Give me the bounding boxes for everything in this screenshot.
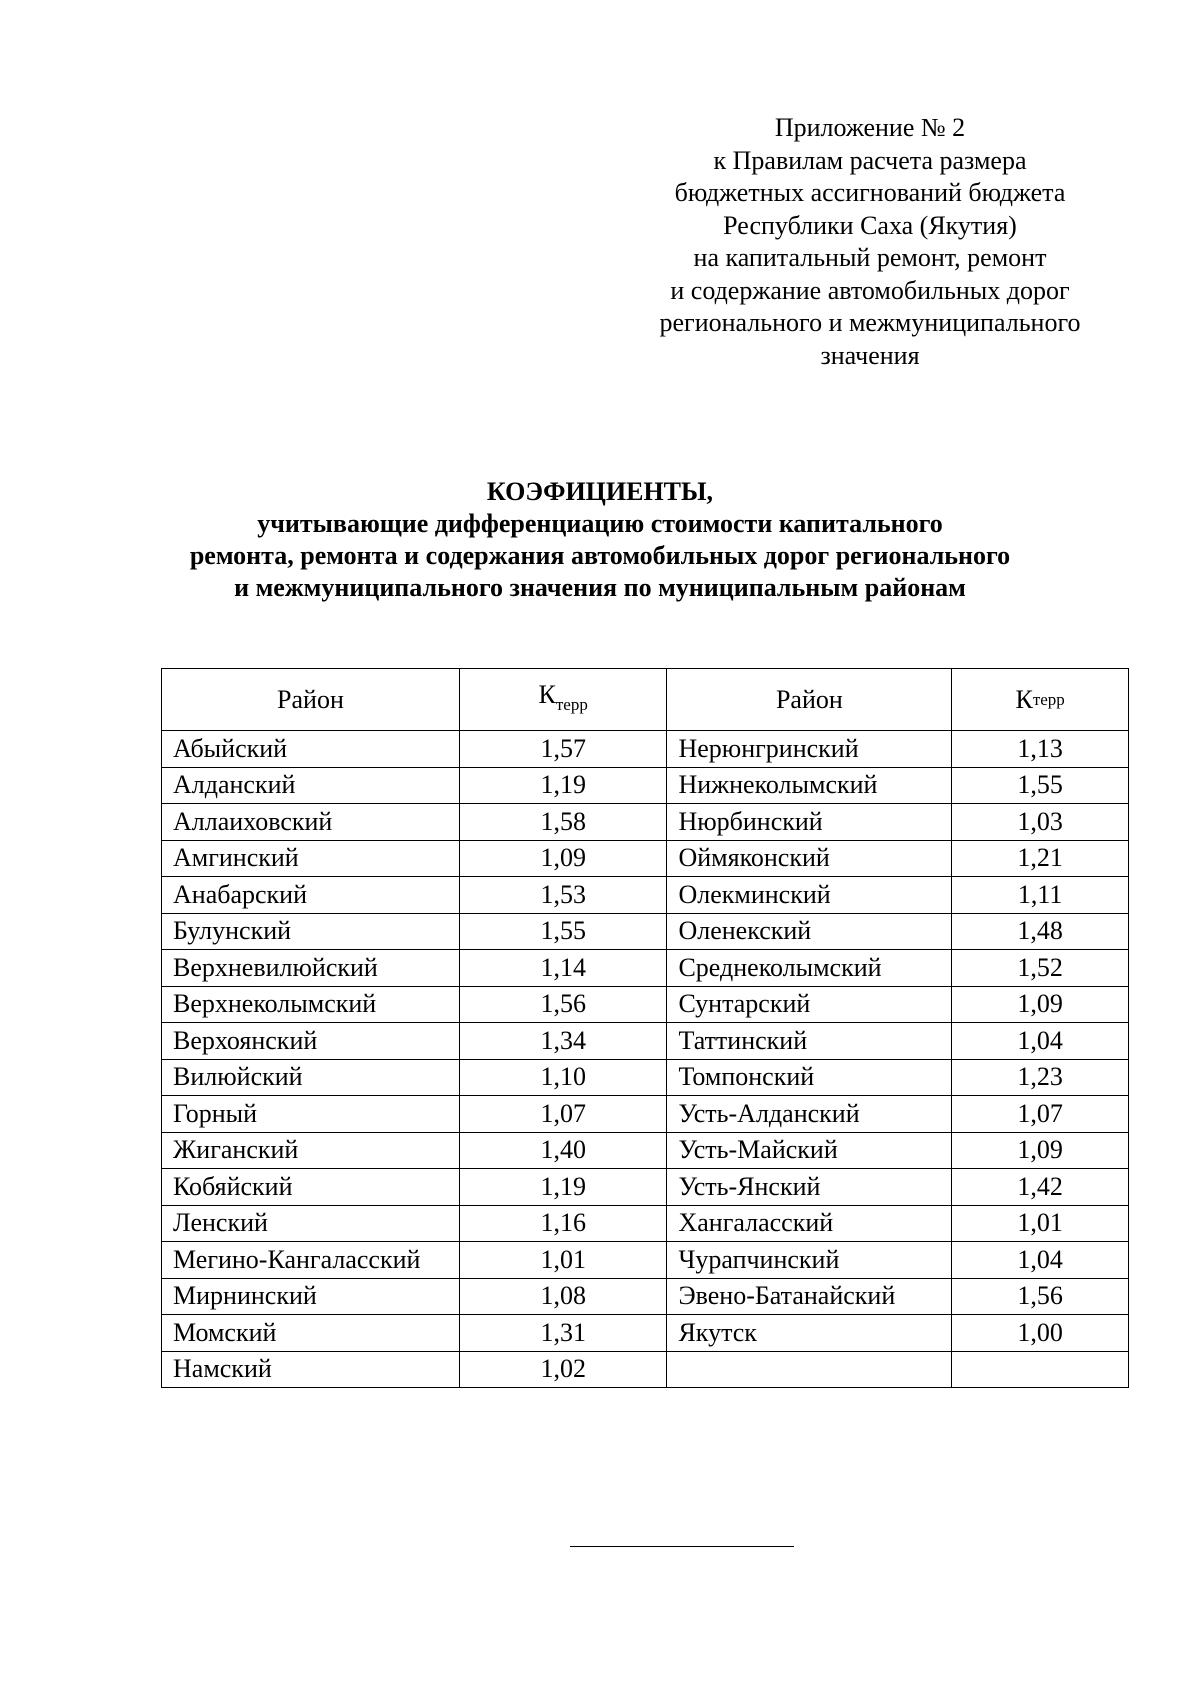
coefficient-left: 1,57 — [459, 731, 667, 768]
district-name-right: Нюрбинский — [667, 804, 952, 841]
district-name-right: Нижнеколымский — [667, 767, 952, 804]
table-row — [162, 913, 1129, 950]
table-row — [162, 1096, 1129, 1133]
appendix-line: регионального и межмуниципального — [659, 308, 1081, 337]
district-name-left: Булунский — [162, 913, 460, 950]
heading-line: и межмуниципального значения по муниципальным районам — [234, 573, 966, 602]
district-name-left: Кобяйский — [162, 1169, 460, 1206]
table-row — [162, 877, 1129, 914]
district-name-right: Якутск — [667, 1315, 952, 1352]
k-symbol: К — [538, 679, 556, 709]
coefficient-left: 1,02 — [459, 1351, 667, 1388]
coefficient-right: 1,09 — [952, 1132, 1129, 1169]
district-name-right: Сунтарский — [667, 986, 952, 1023]
coefficient-left: 1,55 — [459, 913, 667, 950]
coefficient-left: 1,58 — [459, 804, 667, 841]
heading-title: КОЭФИЦИЕНТЫ, — [486, 477, 714, 506]
table-row — [162, 767, 1129, 804]
district-name-right: Усть-Янский — [667, 1169, 952, 1206]
coefficient-right: 1,52 — [952, 950, 1129, 987]
coefficient-left: 1,31 — [459, 1315, 667, 1352]
district-name-left: Жиганский — [162, 1132, 460, 1169]
table-row — [162, 950, 1129, 987]
coefficient-right: 1,56 — [952, 1278, 1129, 1315]
coefficient-right: 1,01 — [952, 1205, 1129, 1242]
district-name-left: Мирнинский — [162, 1278, 460, 1315]
coefficient-right: 1,42 — [952, 1169, 1129, 1206]
header-district-left: Район — [162, 669, 460, 731]
district-name-right: Среднеколымский — [667, 950, 952, 987]
appendix-line: к Правилам расчета размера — [713, 145, 1027, 175]
appendix-block — [620, 112, 1120, 372]
k-subscript: терр — [1032, 689, 1065, 709]
appendix-line: на капитальный ремонт, ремонт — [693, 243, 1047, 272]
heading-line: ремонта, ремонта и содержания автомобильных дорог регионального — [189, 541, 1011, 570]
coefficient-right: 1,04 — [952, 1023, 1129, 1060]
coefficient-right: 1,11 — [952, 877, 1129, 914]
k-symbol: К — [1015, 684, 1033, 714]
coefficient-left: 1,10 — [459, 1059, 667, 1096]
district-name-left: Вилюйский — [162, 1059, 460, 1096]
coefficient-right: 1,48 — [952, 913, 1129, 950]
appendix-line: Приложение № 2 — [774, 113, 966, 142]
appendix-line: Республики Саха (Якутия) — [723, 210, 1017, 240]
district-name-right — [667, 1351, 952, 1388]
district-name-right: Нерюнгринский — [667, 731, 952, 768]
district-name-left: Мегино-Кангаласский — [162, 1242, 460, 1279]
coefficient-left: 1,01 — [459, 1242, 667, 1279]
district-name-left: Алданский — [162, 767, 460, 804]
coefficient-left: 1,53 — [459, 877, 667, 914]
coefficient-left: 1,14 — [459, 950, 667, 987]
coefficient-left: 1,19 — [459, 1169, 667, 1206]
district-name-left: Амгинский — [162, 840, 460, 877]
table-row — [162, 1205, 1129, 1242]
table-row — [162, 1059, 1129, 1096]
appendix-line: бюджетных ассигнований бюджета — [674, 178, 1066, 207]
coefficient-right: 1,07 — [952, 1096, 1129, 1133]
district-name-left: Намский — [162, 1351, 460, 1388]
heading-line: учитывающие дифференциацию стоимости капитального — [257, 509, 943, 538]
district-name-left: Ленский — [162, 1205, 460, 1242]
district-name-right: Чурапчинский — [667, 1242, 952, 1279]
table-row — [162, 1315, 1129, 1352]
district-name-right: Усть-Алданский — [667, 1096, 952, 1133]
coefficient-left: 1,56 — [459, 986, 667, 1023]
coefficient-right: 1,00 — [952, 1315, 1129, 1352]
coefficient-left: 1,09 — [459, 840, 667, 877]
header-k-right — [952, 669, 1129, 731]
table-header-row — [162, 669, 1129, 731]
district-name-left: Верхоянский — [162, 1023, 460, 1060]
coefficient-left: 1,16 — [459, 1205, 667, 1242]
table-row — [162, 731, 1129, 768]
coefficient-right: 1,09 — [952, 986, 1129, 1023]
table-body — [162, 731, 1129, 1388]
district-name-right: Оленекский — [667, 913, 952, 950]
district-name-left: Момский — [162, 1315, 460, 1352]
table-row — [162, 840, 1129, 877]
header-k-left — [459, 669, 667, 731]
coefficient-right: 1,55 — [952, 767, 1129, 804]
district-name-left: Верхнеколымский — [162, 986, 460, 1023]
coefficient-right: 1,21 — [952, 840, 1129, 877]
table-row — [162, 1023, 1129, 1060]
coefficient-left: 1,34 — [459, 1023, 667, 1060]
coefficient-left: 1,08 — [459, 1278, 667, 1315]
table-row — [162, 1351, 1129, 1388]
district-name-right: Усть-Майский — [667, 1132, 952, 1169]
district-name-right: Олекминский — [667, 877, 952, 914]
district-name-right: Оймяконский — [667, 840, 952, 877]
coefficient-right: 1,23 — [952, 1059, 1129, 1096]
district-name-left: Горный — [162, 1096, 460, 1133]
district-name-left: Абыйский — [162, 731, 460, 768]
district-name-right: Томпонский — [667, 1059, 952, 1096]
table-row — [162, 804, 1129, 841]
table-row — [162, 986, 1129, 1023]
document-heading — [150, 476, 1050, 604]
coefficient-right: 1,03 — [952, 804, 1129, 841]
table-row — [162, 1278, 1129, 1315]
coefficient-right: 1,04 — [952, 1242, 1129, 1279]
district-name-left: Анабарский — [162, 877, 460, 914]
district-name-right: Эвено-Батанайский — [667, 1278, 952, 1315]
coefficient-left: 1,40 — [459, 1132, 667, 1169]
coefficient-left: 1,19 — [459, 767, 667, 804]
appendix-line: значения — [820, 340, 920, 370]
appendix-line: и содержание автомобильных дорог — [670, 275, 1070, 305]
closing-divider — [570, 1546, 794, 1547]
coefficients-table — [161, 668, 1129, 1388]
district-name-right: Хангаласский — [667, 1205, 952, 1242]
coefficient-right — [952, 1351, 1129, 1388]
k-subscript: терр — [555, 694, 588, 714]
coefficient-left: 1,07 — [459, 1096, 667, 1133]
district-name-right: Таттинский — [667, 1023, 952, 1060]
district-name-left: Аллаиховский — [162, 804, 460, 841]
district-name-left: Верхневилюйский — [162, 950, 460, 987]
table-row — [162, 1242, 1129, 1279]
table-row — [162, 1132, 1129, 1169]
header-district-right: Район — [667, 669, 952, 731]
table-row — [162, 1169, 1129, 1206]
coefficient-right: 1,13 — [952, 731, 1129, 768]
